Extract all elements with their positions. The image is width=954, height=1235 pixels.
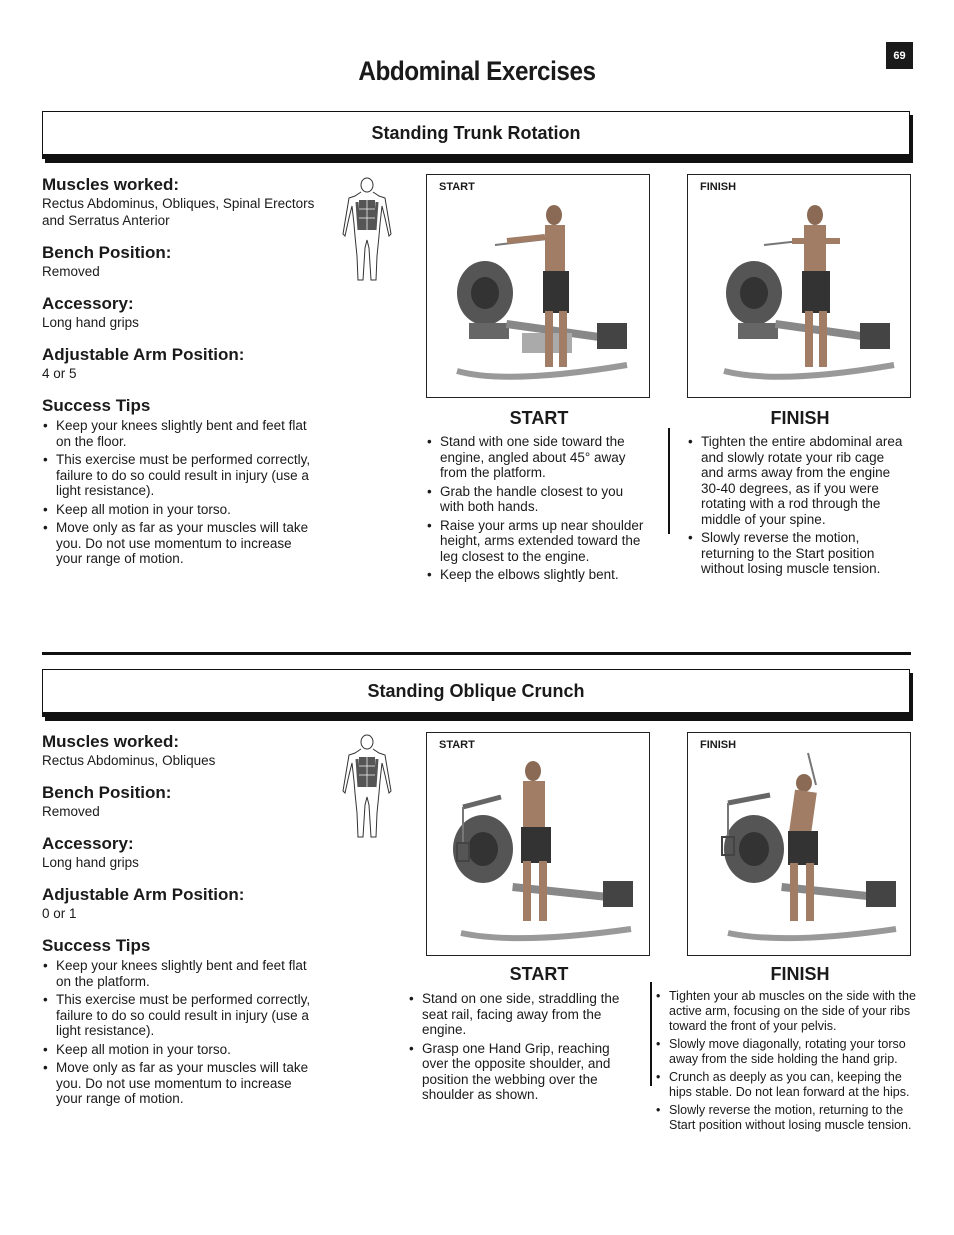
step-item: • Slowly move diagonally, rotating your torso away from the side holding the hand grip. (669, 1037, 917, 1067)
step-item: • Tighten your ab muscles on the side with the active arm, focusing on the side of your ribs toward the front of your pelvis. (669, 989, 917, 1034)
finish-steps (655, 987, 917, 1136)
start-steps (408, 989, 638, 1106)
machine-illustration (427, 733, 649, 955)
exercise-info (42, 175, 317, 570)
tip-item: • Keep all motion in your torso. (56, 502, 317, 518)
anatomy-figure (337, 733, 397, 843)
muscles-value: Rectus Abdominus, Obliques, Spinal Erectors and Serratus Anterior (42, 196, 315, 228)
start-heading: START (509, 408, 569, 428)
accessory-label: Accessory: (42, 294, 134, 313)
arm-position-label: Adjustable Arm Position: (42, 345, 245, 364)
photo-tag: START (439, 739, 475, 751)
success-tips-list (42, 958, 317, 1107)
step-item: • Grasp one Hand Grip, reaching over the opposite shoulder, and position the webbing over the shoulder as shown. (422, 1041, 638, 1103)
step-item: • Tighten the entire abdominal area and slowly rotate your rib cage and arms away from the engine 30-40 degrees, as if you were rotating with a rod through the middle of your spine. (701, 434, 909, 527)
success-tips-label: Success Tips (42, 936, 151, 955)
machine-illustration (427, 175, 649, 397)
step-item: • Raise your arms up near shoulder height, arms extended toward the leg closest to the engine. (440, 518, 644, 565)
success-tips-list (42, 418, 317, 567)
muscles-value: Rectus Abdominus, Obliques (42, 753, 216, 768)
arm-position-label: Adjustable Arm Position: (42, 885, 245, 904)
muscles-label: Muscles worked: (42, 732, 179, 751)
photo-tag: FINISH (700, 739, 737, 751)
bench-label: Bench Position: (42, 783, 172, 802)
section-title-bar (42, 111, 910, 159)
section-title: Standing Trunk Rotation (371, 122, 581, 143)
tip-item: • This exercise must be performed correctly, failure to do so could result in injury (use a light resistance). (56, 992, 317, 1039)
machine-illustration (688, 175, 910, 397)
tip-item: • Keep your knees slightly bent and feet flat on the platform. (56, 958, 317, 989)
section-divider (42, 652, 911, 655)
start-steps (426, 432, 644, 586)
tip-item: • Move only as far as your muscles will take you. Do not use momentum to increase your range of motion. (56, 1060, 317, 1107)
step-item: • Stand with one side toward the engine, angled about 45° away from the platform. (440, 434, 644, 481)
photo-tag: FINISH (700, 181, 737, 193)
machine-illustration (688, 733, 910, 955)
accessory-label: Accessory: (42, 834, 134, 853)
accessory-value: Long hand grips (42, 315, 139, 330)
success-tips-label: Success Tips (42, 396, 151, 415)
exercise-info (42, 732, 317, 1110)
bench-label: Bench Position: (42, 243, 172, 262)
start-photo (426, 174, 650, 398)
step-item: • Crunch as deeply as you can, keeping the hips stable. Do not lean forward at the hips. (669, 1070, 917, 1100)
section-title: Standing Oblique Crunch (367, 680, 585, 701)
bench-value: Removed (42, 804, 100, 819)
step-item: • Grab the handle closest to you with both hands. (440, 484, 644, 515)
tip-item: • Keep your knees slightly bent and feet flat on the floor. (56, 418, 317, 449)
divider (668, 428, 670, 534)
section-title-bar (42, 669, 910, 717)
start-photo (426, 732, 650, 956)
page-title: Abdominal Exercises (358, 56, 596, 86)
step-item: • Keep the elbows slightly bent. (440, 567, 644, 583)
arm-position-value: 0 or 1 (42, 906, 77, 921)
divider (650, 982, 652, 1086)
finish-steps (687, 432, 909, 580)
start-heading: START (509, 964, 569, 984)
finish-heading: FINISH (770, 964, 830, 984)
tip-item: • Move only as far as your muscles will take you. Do not use momentum to increase your range of motion. (56, 520, 317, 567)
muscles-label: Muscles worked: (42, 175, 179, 194)
step-item: • Slowly reverse the motion, returning to the Start position without losing muscle tension. (701, 530, 909, 577)
finish-photo (687, 732, 911, 956)
step-item: • Stand on one side, straddling the seat rail, facing away from the engine. (422, 991, 638, 1038)
finish-heading: FINISH (770, 408, 830, 428)
anatomy-figure (337, 176, 397, 286)
page-number: 69 (886, 42, 913, 69)
step-item: • Slowly reverse the motion, returning to the Start position without losing muscle tension. (669, 1103, 917, 1133)
bench-value: Removed (42, 264, 100, 279)
tip-item: • Keep all motion in your torso. (56, 1042, 317, 1058)
finish-photo (687, 174, 911, 398)
photo-tag: START (439, 181, 475, 193)
arm-position-value: 4 or 5 (42, 366, 77, 381)
tip-item: • This exercise must be performed correctly, failure to do so could result in injury (use a light resistance). (56, 452, 317, 499)
accessory-value: Long hand grips (42, 855, 139, 870)
